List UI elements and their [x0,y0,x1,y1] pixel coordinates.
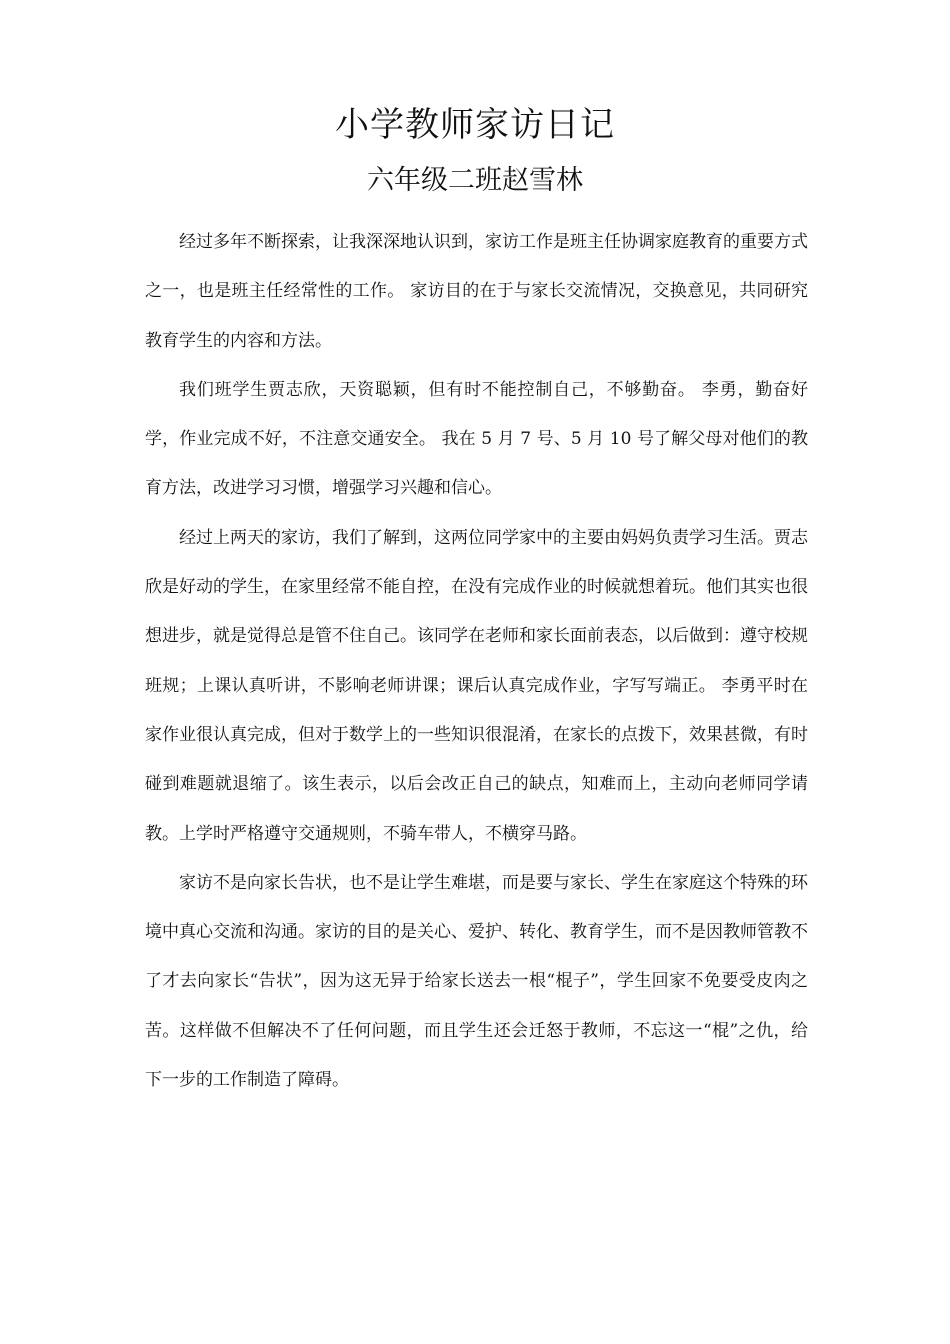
document-body [145,218,808,1105]
document-title: 小学教师家访日记 [335,105,615,145]
paragraph-2: 我们班学生贾志欣，天资聪颖，但有时不能控制自己，不够勤奋。 李勇，勤奋好学，作业完成不好，不注意交通安全。 我在 5 月 7 号、5 月 10 号了解父母对他们的教育方法，改进学习习惯，增强学习兴趣和信心。 [145,379,808,499]
paragraph-4: 家访不是向家长告状，也不是让学生难堪，而是要与家长、学生在家庭这个特殊的环境中真心交流和沟通。家访的目的是关心、爱护、转化、教育学生，而不是因教师管教不了才去向家长“告状”，因为这无异于给家长送去一根“棍子”，学生回家不免要受皮肉之苦。这样做不但解决不了任何问题，而且学生还会迁怒于教师，不忘这一“棍”之仇，给下一步的工作制造了障碍。 [145,872,808,1091]
paragraph-3: 经过上两天的家访，我们了解到，这两位同学家中的主要由妈妈负责学习生活。贾志欣是好动的学生，在家里经常不能自控，在没有完成作业的时候就想着玩。他们其实也很想进步，就是觉得总是管不住自己。该同学在老师和家长面前表态，以后做到：遵守校规班规；上课认真听讲，不影响老师讲课；课后认真完成作业，字写写端正。 李勇平时在家作业很认真完成，但对于数学上的一些知识很混淆，在家长的点拨下，效果甚微，有时碰到难题就退缩了。该生表示，以后会改正自己的缺点，知难而上，主动向老师同学请教。上学时严格遵守交通规则，不骑车带人，不横穿马路。 [145,527,808,844]
paragraph-1: 经过多年不断探索，让我深深地认识到，家访工作是班主任协调家庭教育的重要方式之一，也是班主任经常性的工作。 家访目的在于与家长交流情况，交换意见，共同研究教育学生的内容和方法。 [145,232,808,351]
document-subtitle: 六年级二班赵雪林 [367,165,583,196]
